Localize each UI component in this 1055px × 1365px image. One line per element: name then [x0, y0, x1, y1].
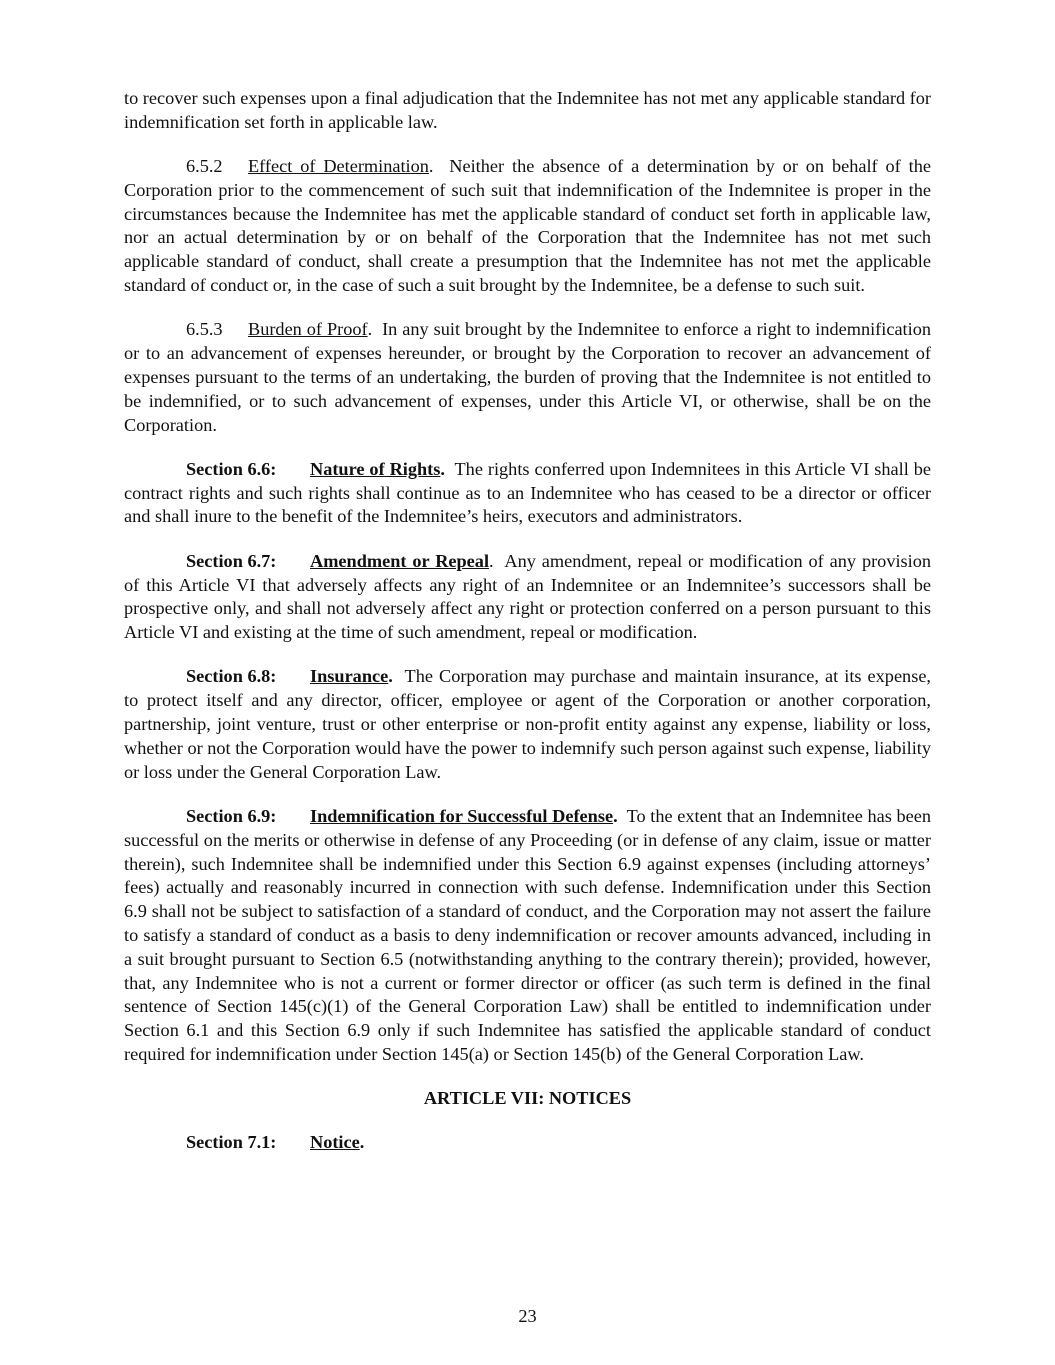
- section-6-9: Section 6.9: Indemnification for Successful Defense. To the extent that an Indemnitee has been successful on the merits or otherwise in defense of any Proceeding (or in defense of any claim, issue or matter therein), such Indemnitee shall be indemnified under this Section 6.9 against expenses (including attorneys’ fees) actually and reasonably incurred in connection with such defense. Indemnification under this Section 6.9 shall not be subject to satisfaction of a standard of conduct, and the Corporation may not assert the failure to satisfy a standard of conduct as a basis to deny indemnification or recover amounts advanced, including in a suit brought pursuant to Section 6.5 (notwithstanding anything to the contrary therein); provided, however, that, any Indemnitee who is not a current or former director or officer (as such term is defined in the final sentence of Section 145(c)(1) of the General Corporation Law) shall be entitled to indemnification under Section 6.1 and this Section 6.9 only if such Indemnitee has satisfied the applicable standard of conduct required for indemnification under Section 145(a) or Section 145(b) of the General Corporation Law.: [124, 805, 931, 1064]
- section-heading: Insurance: [310, 666, 389, 687]
- subsection-6-5-2: 6.5.2 Effect of Determination. Neither the absence of a determination by or on behalf of the Corporation prior to the commencement of such suit that indemnification of the Indemnitee is proper in the circumstances because the Indemnitee has met the applicable standard of conduct set forth in applicable law, nor an actual determination by or on behalf of the Corporation that the Indemnitee has not met such applicable standard of conduct, shall create a presumption that the Indemnitee has not met the applicable standard of conduct or, in the case of such a suit brought by the Indemnitee, be a defense to such suit.: [124, 156, 931, 296]
- section-number: Section 7.1:: [186, 1132, 277, 1153]
- section-text: To the extent that an Indemnitee has been successful on the merits or otherwise in defense of any Proceeding (or in defense of any claim, issue or matter therein), such Indemnitee shall be indemnified under this Section 6.9 against expenses (including attorneys’ fees) actually and reasonably incurred in connection with such defense. Indemnification under this Section 6.9 shall not be subject to satisfaction of a standard of conduct, and the Corporation may not assert the failure to satisfy a standard of conduct as a basis to deny indemnification or recover amounts advanced, including in a suit brought pursuant to Section 6.5 (notwithstanding anything to the contrary therein); provided, however, that, any Indemnitee who is not a current or former director or officer (as such term is defined in the final sentence of Section 145(c)(1) of the General Corporation Law) shall be entitled to indemnification under Section 6.1 and this Section 6.9 only if such Indemnitee has satisfied the applicable standard of conduct required for indemnification under Section 145(a) or Section 145(b) of the General Corporation Law.: [124, 805, 931, 1064]
- section-text: The rights conferred upon Indemnitees in this Article VI shall be contract rights and such rights shall continue as to an Indemnitee who has ceased to be a director or officer and shall inure to the benefit of the Indemnitee’s heirs, executors and administrators.: [124, 458, 931, 527]
- section-text: Any amendment, repeal or modification of any provision of this Article VI that adversely affects any right of an Indemnitee or an Indemnitee’s successors shall be prospective only, and shall not adversely affect any right or protection conferred on a person pursuant to this Article VI and existing at the time of such amendment, repeal or modification.: [124, 550, 932, 643]
- subsection-heading: Effect of Determination: [248, 156, 429, 177]
- section-number: Section 6.7:: [186, 550, 277, 571]
- section-7-1: Section 7.1: Notice.: [124, 1131, 931, 1155]
- article-heading: ARTICLE VII: NOTICES: [423, 1088, 632, 1109]
- section-heading: Amendment or Repeal: [310, 550, 490, 571]
- section-text: The Corporation may purchase and maintain insurance, at its expense, to protect itself and any director, officer, employee or agent of the Corporation or another corporation, partnership, joint venture, trust or other enterprise or non-profit entity against any expense, liability or loss, whether or not the Corporation would have the power to indemnify such person against such expense, liability or loss under the General Corporation Law.: [124, 666, 931, 782]
- subsection-number: 6.5.3: [186, 319, 223, 340]
- section-number: Section 6.6:: [186, 458, 277, 479]
- section-6-7: Section 6.7: Amendment or Repeal. Any amendment, repeal or modification of any provision of this Article VI that adversely affects any right of an Indemnitee or an Indemnitee’s successors shall be prospective only, and shall not adversely affect any right or protection conferred on a person pursuant to this Article VI and existing at the time of such amendment, repeal or modification.: [124, 550, 932, 643]
- section-heading: Indemnification for Successful Defense: [310, 805, 614, 826]
- subsection-number: 6.5.2: [186, 156, 223, 177]
- subsection-text: Neither the absence of a determination by or on behalf of the Corporation prior to the commencement of such suit that indemnification of the Indemnitee is proper in the circumstances because the Indemnitee has met the applicable standard of conduct set forth in applicable law, nor an actual determination by or on behalf of the Corporation that the Indemnitee has not met such applicable standard of conduct, shall create a presumption that the Indemnitee has not met the applicable standard of conduct or, in the case of such a suit brought by the Indemnitee, be a defense to such suit.: [124, 156, 931, 296]
- subsection-6-5-3: 6.5.3 Burden of Proof. In any suit brought by the Indemnitee to enforce a right to indemnification or to an advancement of expenses hereunder, or brought by the Corporation to recover an advancement of expenses pursuant to the terms of an undertaking, the burden of proving that the Indemnitee is not entitled to be indemnified, or to such advancement of expenses, under this Article VI, or otherwise, shall be on the Corporation.: [124, 319, 931, 435]
- section-6-6: Section 6.6: Nature of Rights. The rights conferred upon Indemnitees in this Article VI shall be contract rights and such rights shall continue as to an Indemnitee who has ceased to be a director or officer and shall inure to the benefit of the Indemnitee’s heirs, executors and administrators.: [124, 458, 931, 527]
- section-number: Section 6.8:: [186, 666, 277, 687]
- page-number: 23: [518, 1306, 537, 1326]
- subsection-text: In any suit brought by the Indemnitee to enforce a right to indemnification or to an advancement of expenses hereunder, or brought by the Corporation to recover an advancement of expenses pursuant to the terms of an undertaking, the burden of proving that the Indemnitee is not entitled to be indemnified, or to such advancement of expenses, under this Article VI, or otherwise, shall be on the Corporation.: [124, 319, 931, 435]
- continuation-paragraph: to recover such expenses upon a final adjudication that the Indemnitee has not met any applicable standard for indemnification set forth in applicable law.: [124, 88, 931, 132]
- subsection-heading: Burden of Proof: [248, 319, 368, 340]
- section-heading: Notice: [310, 1132, 360, 1153]
- section-6-8: Section 6.8: Insurance. The Corporation may purchase and maintain insurance, at its expense, to protect itself and any director, officer, employee or agent of the Corporation or another corporation, partnership, joint venture, trust or other enterprise or non-profit entity against any expense, liability or loss, whether or not the Corporation would have the power to indemnify such person against such expense, liability or loss under the General Corporation Law.: [124, 666, 931, 782]
- section-number: Section 6.9:: [186, 805, 277, 826]
- section-heading: Nature of Rights: [310, 458, 441, 479]
